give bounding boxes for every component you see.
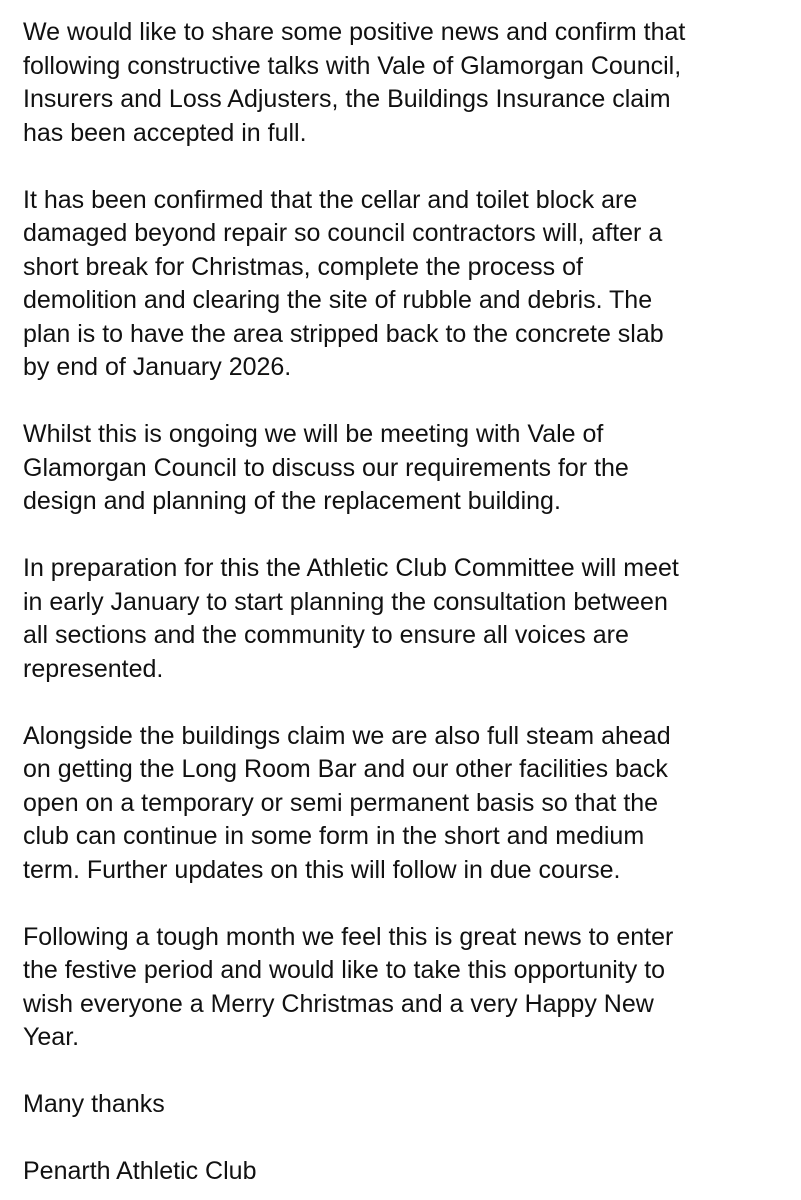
- paragraph-council-meeting: Whilst this is ongoing we will be meeting with Vale of Glamorgan Council to discuss our requirements for the design and planning of the replacement building.: [23, 420, 629, 515]
- paragraph-facilities-reopening: Alongside the buildings claim we are also full steam ahead on getting the Long Room Bar and our other facilities back open on a temporary or semi permanent basis so that the club can continue in some form in the short and medium term. Further updates on this will follow in due course.: [23, 721, 671, 884]
- paragraph-festive-wishes: Following a tough month we feel this is great news to enter the festive period and would like to take this opportunity to wish everyone a Merry Christmas and a very Happy New Year.: [23, 922, 674, 1051]
- paragraph-committee-consultation: In preparation for this the Athletic Club Committee will meet in early January to start planning the consultation between all sections and the community to ensure all voices are represented.: [23, 554, 679, 683]
- paragraph-demolition-plan: It has been confirmed that the cellar and toilet block are damaged beyond repair so council contractors will, after a short break for Christmas, complete the process of demolition and clearing the site of rubble and debris. The plan is to have the area stripped back to the concrete slab by end of January 2026.: [23, 185, 664, 381]
- paragraph-insurance-claim: We would like to share some positive news and confirm that following constructive talks with Vale of Glamorgan Council, Insurers and Loss Adjusters, the Buildings Insurance claim has been accepted in full.: [23, 18, 686, 147]
- signature-club-name: Penarth Athletic Club: [23, 1157, 257, 1185]
- closing-thanks: Many thanks: [23, 1090, 165, 1118]
